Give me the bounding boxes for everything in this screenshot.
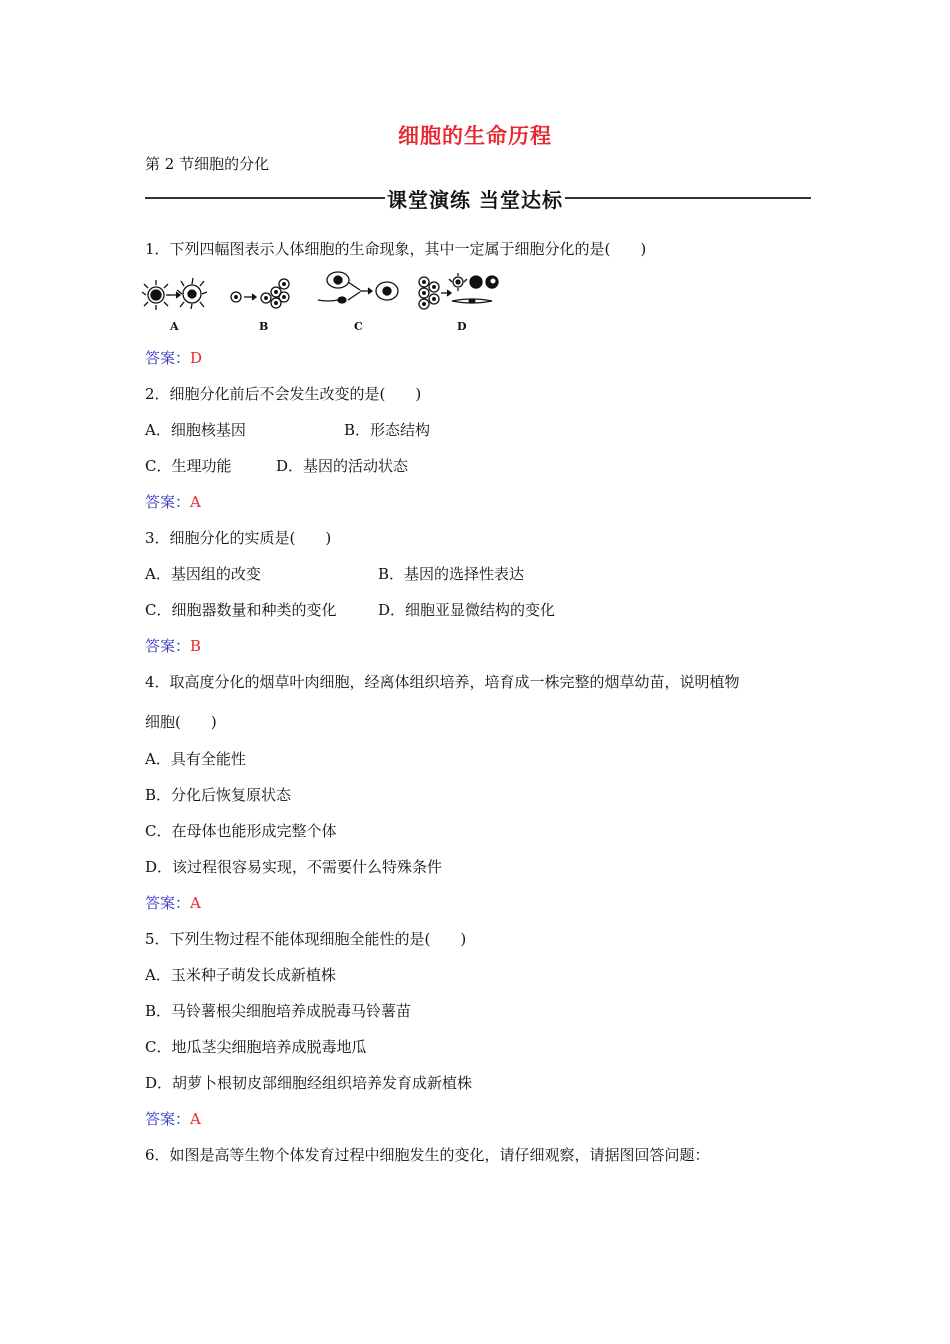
- q3-option-d: D．细胞亚显微结构的变化: [378, 601, 556, 619]
- figure-a-cells: [142, 278, 207, 310]
- figure-label-a: A: [170, 320, 179, 333]
- figure-c-cells: [318, 272, 398, 303]
- q3-answer: [145, 635, 201, 656]
- q5-option-a: A．玉米种子萌发长成新植株: [145, 966, 336, 984]
- q2-option-c: C．生理功能: [145, 457, 232, 475]
- q4-answer: [145, 892, 201, 913]
- q6-stem: 6．如图是高等生物个体发育过程中细胞发生的变化，请仔细观察，请据图回答问题：: [145, 1146, 710, 1164]
- q5-option-c: C．地瓜茎尖细胞培养成脱毒地瓜: [145, 1038, 367, 1056]
- q2-option-a: A．细胞核基因: [145, 421, 246, 439]
- q5-answer: [145, 1108, 201, 1129]
- page-title: 细胞的生命历程: [398, 123, 552, 148]
- section-banner: [145, 184, 811, 212]
- answer-label: 答案：: [145, 894, 191, 912]
- figure-label-b: B: [259, 320, 269, 333]
- answer-value: A: [190, 1110, 201, 1128]
- q5-option-b: B．马铃薯根尖细胞培养成脱毒马铃薯苗: [145, 1002, 412, 1020]
- figure-label-d: D: [457, 320, 467, 333]
- q4-option-a: A．具有全能性: [145, 750, 246, 768]
- q2-option-d: D．基因的活动状态: [276, 457, 409, 475]
- answer-label: 答案：: [145, 637, 191, 655]
- q2-stem: 2．细胞分化前后不会发生改变的是( ): [145, 385, 422, 403]
- banner-text: 课堂演练 当堂达标: [387, 188, 563, 212]
- answer-value: D: [190, 349, 203, 367]
- answer-value: A: [190, 493, 201, 511]
- figure-d-cells: [419, 273, 498, 309]
- q3-option-c: C．细胞器数量和种类的变化: [145, 601, 337, 619]
- q2-answer: [145, 491, 201, 512]
- banner-rule-right: [565, 197, 811, 199]
- q4-stem-line1: 4．取高度分化的烟草叶肉细胞，经离体组织培养，培育成一株完整的烟草幼苗，说明植物: [145, 673, 740, 691]
- q3-option-b: B．基因的选择性表达: [378, 565, 525, 583]
- section-label: 第 2 节细胞的分化: [145, 155, 270, 173]
- answer-label: 答案：: [145, 349, 191, 367]
- answer-value: A: [190, 894, 201, 912]
- banner-rule-left: [145, 197, 385, 199]
- q4-stem-line2: 细胞( ): [145, 713, 217, 731]
- q1-stem: 1．下列四幅图表示人体细胞的生命现象，其中一定属于细胞分化的是( ): [145, 240, 647, 258]
- q5-stem: 5．下列生物过程不能体现细胞全能性的是( ): [145, 930, 467, 948]
- answer-value: B: [190, 637, 202, 655]
- figure-label-c: C: [354, 320, 363, 333]
- answer-label: 答案：: [145, 493, 191, 511]
- q4-option-d: D．该过程很容易实现，不需要什么特殊条件: [145, 858, 443, 876]
- q3-stem: 3．细胞分化的实质是( ): [145, 529, 332, 547]
- q3-option-a: A．基因组的改变: [145, 565, 261, 583]
- figure-b-cells: [231, 279, 289, 308]
- cell-diagram: [140, 270, 510, 320]
- q1-figure: [140, 270, 510, 340]
- q1-answer: [145, 347, 202, 368]
- q2-option-b: B．形态结构: [344, 421, 431, 439]
- answer-label: 答案：: [145, 1110, 191, 1128]
- q5-option-d: D．胡萝卜根韧皮部细胞经组织培养发育成新植株: [145, 1074, 473, 1092]
- q4-option-c: C．在母体也能形成完整个体: [145, 822, 337, 840]
- q4-option-b: B．分化后恢复原状态: [145, 786, 292, 804]
